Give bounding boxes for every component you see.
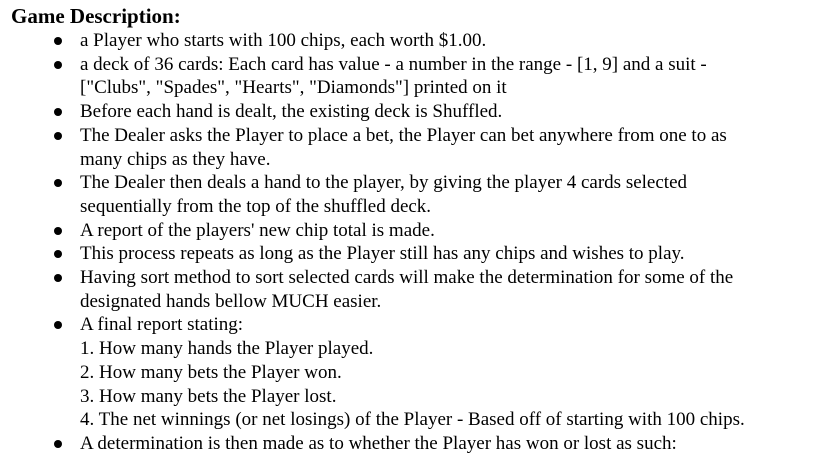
- numbered-line: 4. The net winnings (or net losings) of the Player - Based off of starting with 100 chips.: [80, 409, 745, 431]
- bullet-icon: [54, 227, 62, 235]
- list-item-text: A final report stating:: [80, 314, 244, 336]
- list-item: [0, 266, 826, 313]
- list-item: [0, 171, 826, 218]
- list-item: [0, 53, 826, 100]
- bullet-icon: [54, 321, 62, 329]
- bullet-icon: [54, 274, 62, 282]
- numbered-line: 1. How many hands the Player played.: [80, 338, 374, 360]
- bullet-icon: [54, 179, 62, 187]
- bullet-icon: [54, 61, 62, 69]
- list-item-text: a deck of 36 cards: Each card has value - a number in the range - [1, 9] and a suit -: [80, 53, 707, 75]
- numbered-line: 2. How many bets the Player won.: [80, 361, 342, 383]
- list-item: [0, 124, 826, 171]
- list-item-text: ["Clubs", "Spades", "Hearts", "Diamonds"] printed on it: [80, 77, 507, 99]
- list-item-text: a Player who starts with 100 chips, each worth $1.00.: [80, 30, 487, 51]
- list-item-text: The Dealer asks the Player to place a bet, the Player can bet anywhere from one to as: [80, 124, 727, 146]
- list-item-text: designated hands bellow MUCH easier.: [80, 290, 382, 312]
- bullet-icon: [54, 108, 62, 116]
- list-item-text: sequentially from the top of the shuffled deck.: [80, 195, 432, 217]
- list-item-text: This process repeats as long as the Player still has any chips and wishes to play.: [80, 243, 685, 265]
- list-item: [0, 313, 826, 432]
- section-heading: Game Description:: [11, 4, 181, 28]
- list-item: [0, 100, 826, 124]
- bullet-icon: [54, 440, 62, 448]
- list-item-text: Having sort method to sort selected cards will make the determination for some of the: [80, 267, 734, 289]
- list-item-text: many chips as they have.: [80, 148, 271, 170]
- list-item: [0, 29, 826, 53]
- bullet-list: [0, 29, 826, 456]
- list-item: [0, 219, 826, 243]
- list-item: [0, 432, 826, 456]
- numbered-line: 3. How many bets the Player lost.: [80, 385, 337, 407]
- list-item-text: Before each hand is dealt, the existing deck is Shuffled.: [80, 101, 503, 123]
- list-item-text: A report of the players' new chip total is made.: [80, 219, 435, 241]
- bullet-icon: [54, 37, 62, 45]
- list-item-text: A determination is then made as to whether the Player has won or lost as such:: [80, 432, 677, 454]
- bullet-icon: [54, 250, 62, 258]
- bullet-icon: [54, 132, 62, 140]
- list-item: [0, 242, 826, 266]
- list-item-text: The Dealer then deals a hand to the player, by giving the player 4 cards selected: [80, 172, 687, 194]
